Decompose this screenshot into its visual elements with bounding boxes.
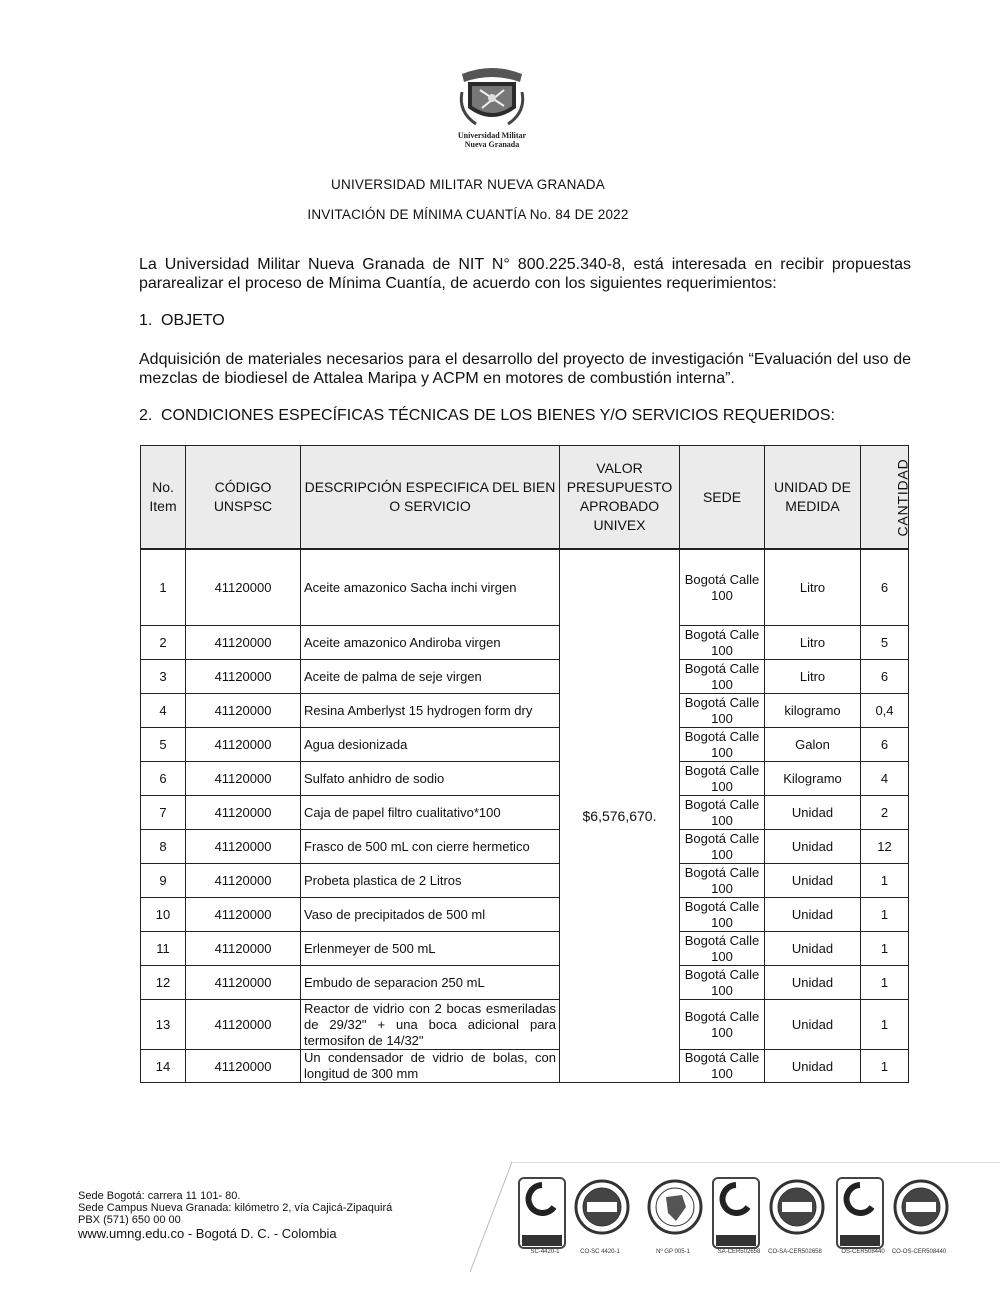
cell-descripcion: Frasco de 500 mL con cierre hermetico [301,830,560,864]
header-sede: SEDE [680,446,765,550]
cell-codigo: 41120000 [186,1050,301,1083]
section-conditions-heading: 2. CONDICIONES ESPECÍFICAS TÉCNICAS DE LOS BIENES Y/O SERVICIOS REQUERIDOS: [139,407,835,424]
cell-sede: Bogotá Calle 100 [680,626,765,660]
cell-descripcion: Erlenmeyer de 500 mL [301,932,560,966]
icontec-iso14001-seal [712,1177,770,1255]
university-title: UNIVERSIDAD MILITAR NUEVA GRANADA [331,177,605,192]
table-row [141,864,909,898]
cell-codigo: 41120000 [186,626,301,660]
intro-paragraph: La Universidad Militar Nueva Granada de NIT N° 800.225.340-8, está interesada en recibir propuestas pararealizar el proceso de Mínima Cuantía, de acuerdo con los siguientes requerimientos: [139,256,911,292]
cell-sede: Bogotá Calle 100 [680,762,765,796]
cell-sede: Bogotá Calle 100 [680,1000,765,1050]
certification-seals [516,1177,956,1267]
cell-sede: Bogotá Calle 100 [680,549,765,626]
cell-sede: Bogotá Calle 100 [680,796,765,830]
cell-unidad: Unidad [765,864,861,898]
cell-item: 14 [141,1050,186,1083]
cell-unidad: Unidad [765,830,861,864]
cell-item: 1 [141,549,186,626]
icontec-ohsas18001-seal [836,1177,894,1255]
table-row [141,694,909,728]
cell-cantidad: 6 [861,660,909,694]
cell-item: 6 [141,762,186,796]
cell-unidad: Litro [765,626,861,660]
section-objeto-heading: 1. OBJETO [139,312,225,329]
cell-codigo: 41120000 [186,762,301,796]
cell-item: 10 [141,898,186,932]
cell-item: 9 [141,864,186,898]
cell-unidad: Litro [765,660,861,694]
footer-website: www.umng.edu.co - Bogotá D. C. - Colombia [78,1226,337,1241]
cert-caption: SC-4420-1 [530,1249,560,1255]
cell-descripcion: Resina Amberlyst 15 hydrogen form dry [301,694,560,728]
cell-unidad: Litro [765,549,861,626]
cell-item: 11 [141,932,186,966]
table-row [141,728,909,762]
cell-cantidad: 4 [861,762,909,796]
cell-codigo: 41120000 [186,864,301,898]
cell-sede: Bogotá Calle 100 [680,898,765,932]
table-row [141,898,909,932]
cell-cantidad: 1 [861,864,909,898]
cell-descripcion: Probeta plastica de 2 Litros [301,864,560,898]
cell-descripcion: Un condensador de vidrio de bolas, con longitud de 300 mm [301,1050,560,1083]
cell-descripcion: Vaso de precipitados de 500 ml [301,898,560,932]
footer-address: Sede Bogotá: carrera 11 101- 80. Sede Campus Nueva Granada: kilómetro 2, vía Cajicá-Zipaquirá PBX (571) 650 00 00 www.umng.edu.co - Bogotá D. C. - Colombia [78,1190,393,1241]
cell-item: 12 [141,966,186,1000]
header-cantidad: CANTIDAD [861,446,909,550]
icontec-iso9001-seal [518,1177,576,1255]
cell-descripcion: Reactor de vidrio con 2 bocas esmeriladas de 29/32" + una boca adicional para termosifon de 14/32" [301,1000,560,1050]
cell-sede: Bogotá Calle 100 [680,728,765,762]
table-row [141,966,909,1000]
cell-unidad: Unidad [765,1050,861,1083]
table-row [141,1000,909,1050]
cell-cantidad: 12 [861,830,909,864]
cell-unidad: Kilogramo [765,762,861,796]
cell-item: 4 [141,694,186,728]
table-row [141,762,909,796]
cell-item: 5 [141,728,186,762]
cell-unidad: Unidad [765,898,861,932]
header-codigo: CÓDIGO UNSPSC [186,446,301,550]
table-row [141,830,909,864]
cell-codigo: 41120000 [186,1000,301,1050]
cell-codigo: 41120000 [186,796,301,830]
header-unidad: UNIDAD DE MEDIDA [765,446,861,550]
table-row [141,932,909,966]
cell-codigo: 41120000 [186,694,301,728]
cell-codigo: 41120000 [186,966,301,1000]
cell-cantidad: 1 [861,932,909,966]
cert-caption: OS-CER508440 [841,1249,885,1255]
cell-cantidad: 0,4 [861,694,909,728]
cell-descripcion: Caja de papel filtro cualitativo*100 [301,796,560,830]
cell-descripcion: Aceite amazonico Sacha inchi virgen [301,549,560,626]
cert-caption: CO-OS-CER508440 [891,1249,947,1255]
requirements-table [140,445,909,1083]
cell-codigo: 41120000 [186,898,301,932]
cell-sede: Bogotá Calle 100 [680,966,765,1000]
cell-descripcion: Aceite de palma de seje virgen [301,660,560,694]
cell-cantidad: 1 [861,898,909,932]
cell-sede: Bogotá Calle 100 [680,694,765,728]
cell-unidad: Galon [765,728,861,762]
cell-cantidad: 5 [861,626,909,660]
cert-caption: Nº GP 005-1 [656,1249,690,1255]
cert-caption: SA-CER502658 [717,1249,761,1255]
iqnet-seal [768,1177,826,1255]
cell-unidad: Unidad [765,932,861,966]
cell-codigo: 41120000 [186,660,301,694]
iqnet-seal [573,1177,631,1255]
cell-codigo: 41120000 [186,830,301,864]
cell-cantidad: 6 [861,549,909,626]
table-header-row [141,446,909,550]
cell-item: 2 [141,626,186,660]
header-descripcion: DESCRIPCIÓN ESPECIFICA DEL BIEN O SERVICIO [301,446,560,550]
cell-sede: Bogotá Calle 100 [680,932,765,966]
cell-item: 7 [141,796,186,830]
cell-sede: Bogotá Calle 100 [680,1050,765,1083]
header-item: No. Item [141,446,186,550]
header-valor: VALOR PRESUPUESTO APROBADO UNIVEX [560,446,680,550]
cell-descripcion: Aceite amazonico Andiroba virgen [301,626,560,660]
invitation-title: INVITACIÓN DE MÍNIMA CUANTÍA No. 84 DE 2022 [307,207,629,222]
cell-codigo: 41120000 [186,932,301,966]
cell-codigo: 41120000 [186,549,301,626]
objeto-paragraph: Adquisición de materiales necesarios para el desarrollo del proyecto de investigación “Evaluación del uso de mezclas de biodiesel de Attalea Maripa y ACPM en motores de combustión interna”. [139,351,911,387]
table-row [141,660,909,694]
table-row [141,796,909,830]
cell-cantidad: 1 [861,1000,909,1050]
cert-caption: CO-SC 4420-1 [580,1249,620,1255]
colombia-map-seal [646,1177,704,1255]
cell-sede: Bogotá Calle 100 [680,864,765,898]
cell-unidad: Unidad [765,796,861,830]
cell-cantidad: 2 [861,796,909,830]
cell-unidad: kilogramo [765,694,861,728]
cell-unidad: Unidad [765,966,861,1000]
cell-unidad: Unidad [765,1000,861,1050]
cell-descripcion: Sulfato anhidro de sodio [301,762,560,796]
iqnet-seal [892,1177,950,1255]
cell-cantidad: 1 [861,966,909,1000]
table-row [141,549,909,626]
cell-item: 8 [141,830,186,864]
cell-sede: Bogotá Calle 100 [680,660,765,694]
cert-caption: CO-SA-CER502658 [768,1249,822,1255]
cell-item: 3 [141,660,186,694]
cell-cantidad: 6 [861,728,909,762]
cell-cantidad: 1 [861,1050,909,1083]
cell-codigo: 41120000 [186,728,301,762]
table-row [141,1050,909,1083]
cell-item: 13 [141,1000,186,1050]
logo-name: Universidad Militar Nueva Granada [457,131,527,149]
cell-descripcion: Agua desionizada [301,728,560,762]
cell-valor-presupuesto: $6,576,670. [560,549,680,1083]
cell-sede: Bogotá Calle 100 [680,830,765,864]
table-row [141,626,909,660]
cell-descripcion: Embudo de separacion 250 mL [301,966,560,1000]
